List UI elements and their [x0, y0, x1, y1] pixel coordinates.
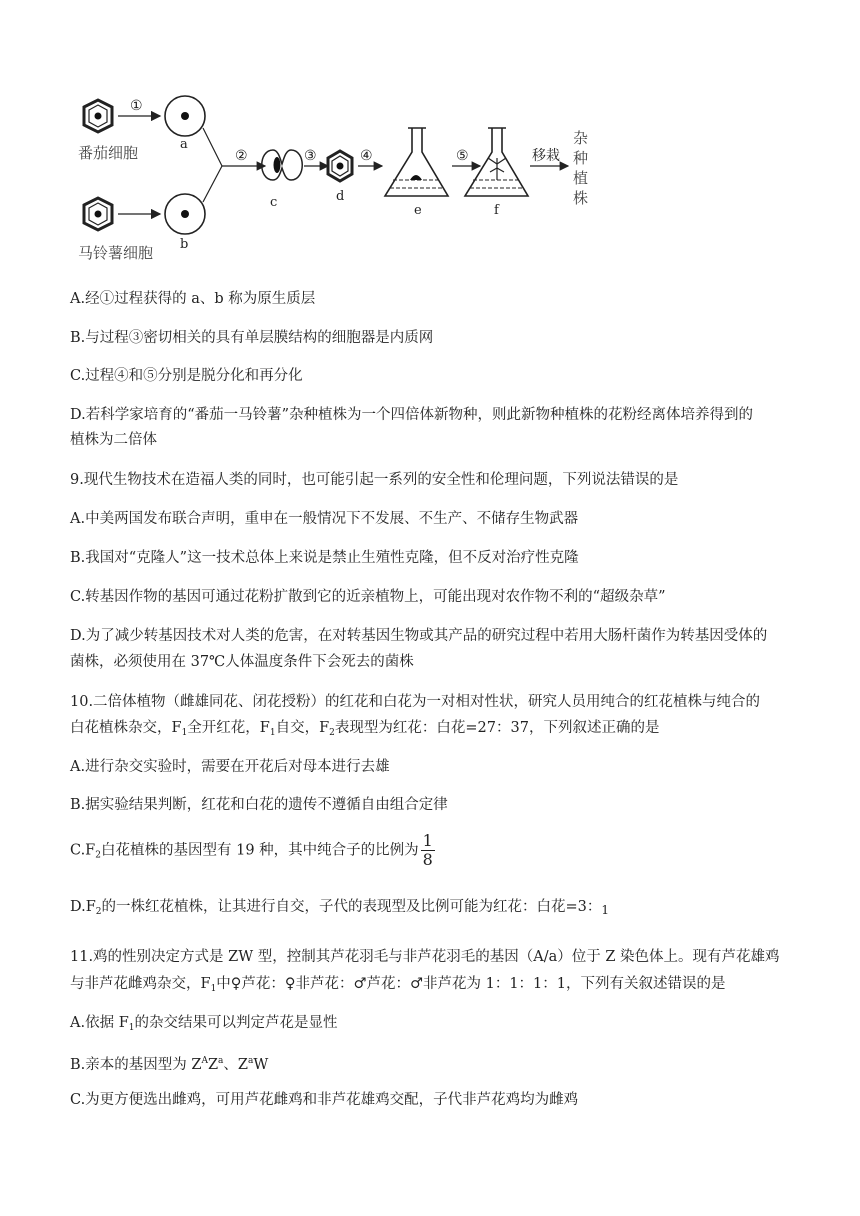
q9-option-d-line1: D.为了减少转基因技术对人类的危害，在对转基因生物或其产品的研究过程中若用大肠杆菌作为转基因受体的: [70, 628, 768, 644]
tomato-cell-label: 番茄细胞: [78, 144, 139, 162]
q11-option-c: C.为更方便选出雌鸡，可用芦花雌鸡和非芦花雄鸡交配，子代非芦花鸡均为雌鸡: [70, 1092, 579, 1108]
q9-stem: 9.现代生物技术在造福人类的同时，也可能引起一系列的安全性和伦理问题，下列说法错误的是: [70, 472, 679, 488]
q10-option-d: $D.F_2$的一株红花植株，让其进行自交，子代的表现型及比例可能为红花：白花=3：$_1$: [70, 899, 610, 917]
q9-option-a: A.中美两国发布联合声明，重申在一般情况下不发展、不生产、不储存生物武器: [70, 511, 579, 527]
tomato-cell: [84, 100, 112, 132]
q9-option-c: C.转基因作物的基因可通过花粉扩散到它的近亲植物上，可能出现对农作物不利的“超级杂草”: [70, 589, 666, 605]
culture-flask-f: [465, 128, 528, 196]
hybrid-cell-d: [328, 151, 352, 181]
q10-stem-line2: 白花植株杂交，$F_1$全开红花，$F_1$自交，$F_2$表现型为红花：白花=27：37，下列叙述正确的是: [70, 720, 660, 738]
q8-option-b: B.与过程③密切相关的具有单层膜结构的细胞器是内质网: [70, 330, 434, 346]
q11-option-a: A.依据 $F_1$的杂交结果可以判定芦花是显性: [70, 1015, 338, 1033]
q10-stem-line1: 10.二倍体植物（雌雄同花、闭花授粉）的红花和白花为一对相对性状，研究人员用纯合的红花植株与纯合的: [70, 694, 761, 710]
fraction-one-eighth: $\frac{1}{8}$: [422, 831, 433, 869]
result-char-2: 种: [573, 149, 589, 167]
step2-label: ②: [235, 148, 248, 164]
protoplast-a: [165, 96, 205, 136]
label-a: a: [180, 137, 188, 152]
q10-option-a: A.进行杂交实验时，需要在开花后对母本进行去雄: [70, 759, 390, 775]
q8-option-c: C.过程④和⑤分别是脱分化和再分化: [70, 368, 303, 384]
label-d: d: [336, 189, 345, 204]
q11-stem-line1: 11.鸡的性别决定方式是 ZW 型，控制其芦花羽毛与非芦花羽毛的基因（A/a）位于 Z 染色体上。现有芦花雄鸡: [70, 949, 780, 965]
label-b: b: [180, 237, 189, 252]
step1-label: ①: [130, 98, 143, 114]
q10-option-c: $C.F_2$白花植株的基因型有 19 种，其中纯合子的比例为 $\frac{1}{8}$: [70, 831, 433, 869]
transplant-label: 移栽: [532, 148, 560, 164]
protoplast-fusion-diagram: [60, 88, 620, 268]
step3-label: ③: [304, 148, 317, 164]
label-f: f: [494, 203, 499, 218]
protoplast-b: [165, 194, 205, 234]
q9-option-d-line2: 菌株，必须使用在 37℃人体温度条件下会死去的菌株: [70, 654, 414, 670]
potato-cell: [84, 198, 112, 230]
q9-option-b: B.我国对“克隆人”这一技术总体上来说是禁止生殖性克隆，但不反对治疗性克隆: [70, 550, 579, 566]
step5-label: ⑤: [456, 148, 469, 164]
q11-stem-line2: 与非芦花雌鸡杂交，$F_1$中♀芦花：♀非芦花：♂芦花：♂非芦花为 1：1：1：1，下列有关叙述错误的是: [70, 976, 726, 994]
label-e: e: [414, 203, 422, 218]
q8-option-d-line1: D.若科学家培育的“番茄一马铃薯”杂种植株为一个四倍体新物种，则此新物种植株的花粉经离体培养得到的: [70, 407, 754, 423]
fused-cell-c: [262, 150, 303, 180]
q11-option-b: B.亲本的基因型为 $Z^AZ^a$、$Z^aW$: [70, 1056, 269, 1073]
result-char-3: 植: [573, 169, 589, 187]
q10-option-b: B.据实验结果判断，红花和白花的遗传不遵循自由组合定律: [70, 797, 448, 813]
result-char-1: 杂: [573, 129, 589, 147]
q8-option-a: A.经①过程获得的 a、b 称为原生质层: [70, 291, 316, 307]
q8-option-d-line2: 植株为二倍体: [70, 432, 157, 448]
label-c: c: [270, 195, 278, 210]
potato-cell-label: 马铃薯细胞: [78, 244, 154, 262]
culture-flask-e: [385, 128, 448, 196]
step4-label: ④: [360, 148, 373, 164]
result-char-4: 株: [573, 189, 589, 207]
